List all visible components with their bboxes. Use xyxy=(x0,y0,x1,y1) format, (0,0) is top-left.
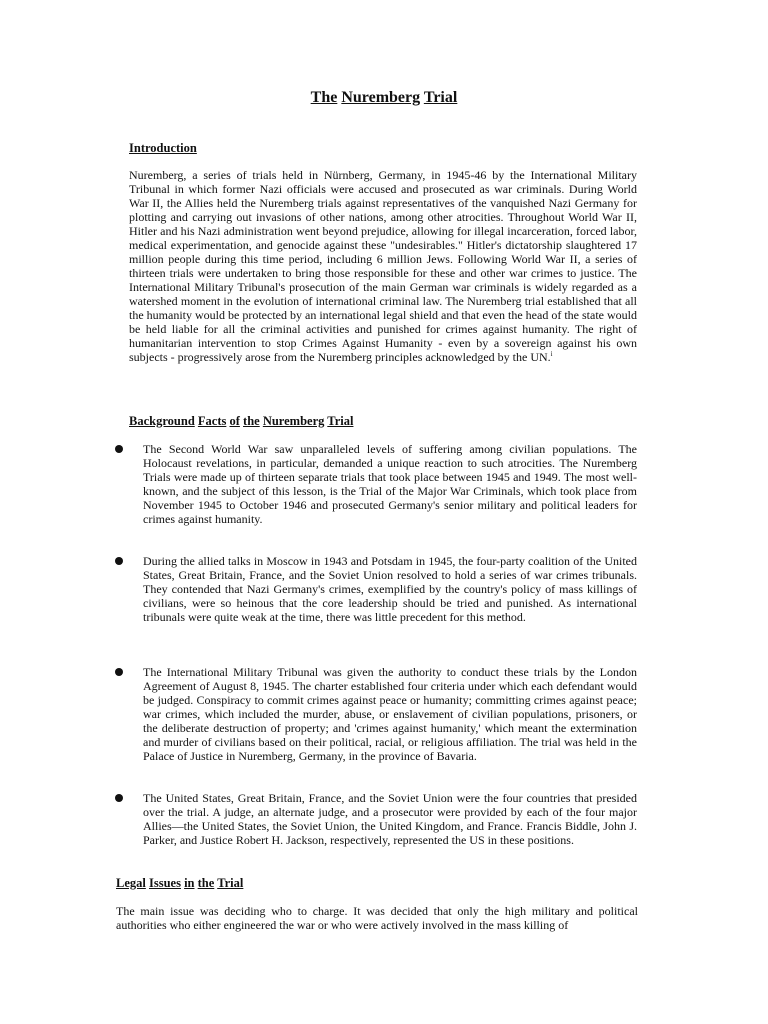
heading-word: of xyxy=(229,414,240,428)
heading-word: Trial xyxy=(217,876,244,890)
heading-word: Nuremberg xyxy=(262,414,325,428)
bullet-dot-icon xyxy=(115,794,123,802)
introduction-paragraph xyxy=(129,168,637,364)
heading-word: Facts xyxy=(197,414,227,428)
heading-word: Issues xyxy=(148,876,181,890)
introduction-heading xyxy=(129,141,197,155)
legal-issues-heading xyxy=(116,876,243,890)
bullet-text: During the allied talks in Moscow in 1943 and Potsdam in 1945, the four-party coalition of the United States, Great Britain, France, and the Soviet Union resolved to hold a series of war crimes tribunals. They contended that Nazi Germany's crimes, exemplified by the country's policy of mass killings of civilians, were so heinous that the core leadership should be tried and punished. As international tribunals were quite weak at the time, there was little precedent for this method. xyxy=(143,554,637,624)
heading-word: Legal xyxy=(116,876,146,890)
heading-word: Trial xyxy=(327,414,354,428)
heading-word: in xyxy=(184,876,195,890)
background-facts-heading xyxy=(129,414,353,428)
heading-word: the xyxy=(243,414,260,428)
document-title xyxy=(0,88,768,108)
legal-issues-text: The main issue was deciding who to charge. It was decided that only the high military and political authorities who either engineered the war or who were actively involved in the mass killing of xyxy=(116,904,638,932)
bullet-text: The Second World War saw unparalleled levels of suffering among civilian populations. The Holocaust revelations, in particular, demanded a unique reaction to such atrocities. The Nuremberg Trials were made up of thirteen separate trials that took place between 1945 and 1949. The most well-known, and the subject of this lesson, is the Trial of the Major War Criminals, which took place from November 1945 to October 1946 and prosecuted Germany's senior military and political leaders for crimes against humanity. xyxy=(143,442,637,526)
footnote-mark: i xyxy=(550,350,553,358)
bullet-dot-icon xyxy=(115,557,123,565)
heading-word: Introduction xyxy=(129,141,197,155)
title-word: Trial xyxy=(423,89,458,106)
bullet-text: The International Military Tribunal was given the authority to conduct these trials by the London Agreement of August 8, 1945. The charter established four criteria under which each defendant would be judged. Conspiracy to commit crimes against peace or humanity; committing crimes against peace; war crimes, which included the murder, abuse, or enslavement of civilian populations, prisoners, or the deliberate destruction of property; and 'crimes against humanity,' which meant the extermination and murder of civilians based on their political, racial, or religious affiliation. The trial was held in the Palace of Justice in Nuremberg, Germany, in the province of Bavaria. xyxy=(143,665,637,763)
title-word: The xyxy=(310,89,338,106)
heading-word: the xyxy=(197,876,215,890)
legal-issues-paragraph xyxy=(116,904,638,932)
bullet-dot-icon xyxy=(115,445,123,453)
heading-word: Background xyxy=(129,414,195,428)
introduction-text: Nuremberg, a series of trials held in Nürnberg, Germany, in 1945-46 by the International Military Tribunal in which former Nazi officials were accused and prosecuted as war criminals. During World War II, the Allies held the Nuremberg trials against representatives of the vanquished Nazi Germany for plotting and carrying out invasions of other nations, among other atrocities. Throughout World War II, Hitler and his Nazi administration went beyond prejudice, allowing for illegal incarceration, forced labor, medical experimentation, and genocide against these "undesirables." Hitler's dictatorship slaughtered 17 million people during this time period, including 6 million Jews. Following World War II, a series of thirteen trials were undertaken to bring those responsible for these and other war crimes to justice. The International Military Tribunal's prosecution of the main German war criminals is widely regarded as a watershed moment in the evolution of international criminal law. The Nuremberg trial established that all the humanity would be protected by an international legal shield and that even the head of the state would be held liable for all the criminal activities and punished for crimes against humanity. The right of humanitarian intervention to stop Crimes Against Humanity - even by a sovereign against his own subjects - progressively arose from the Nuremberg principles acknowledged by the UN. xyxy=(129,168,637,364)
title-word: Nuremberg xyxy=(341,89,421,106)
bullet-text: The United States, Great Britain, France, and the Soviet Union were the four countries that presided over the trial. A judge, an alternate judge, and a prosecutor were provided by each of the four major Allies—the United States, the Soviet Union, the United Kingdom, and France. Francis Biddle, John J. Parker, and Justice Robert H. Jackson, respectively, represented the US in these positions. xyxy=(143,791,637,847)
bullet-dot-icon xyxy=(115,668,123,676)
